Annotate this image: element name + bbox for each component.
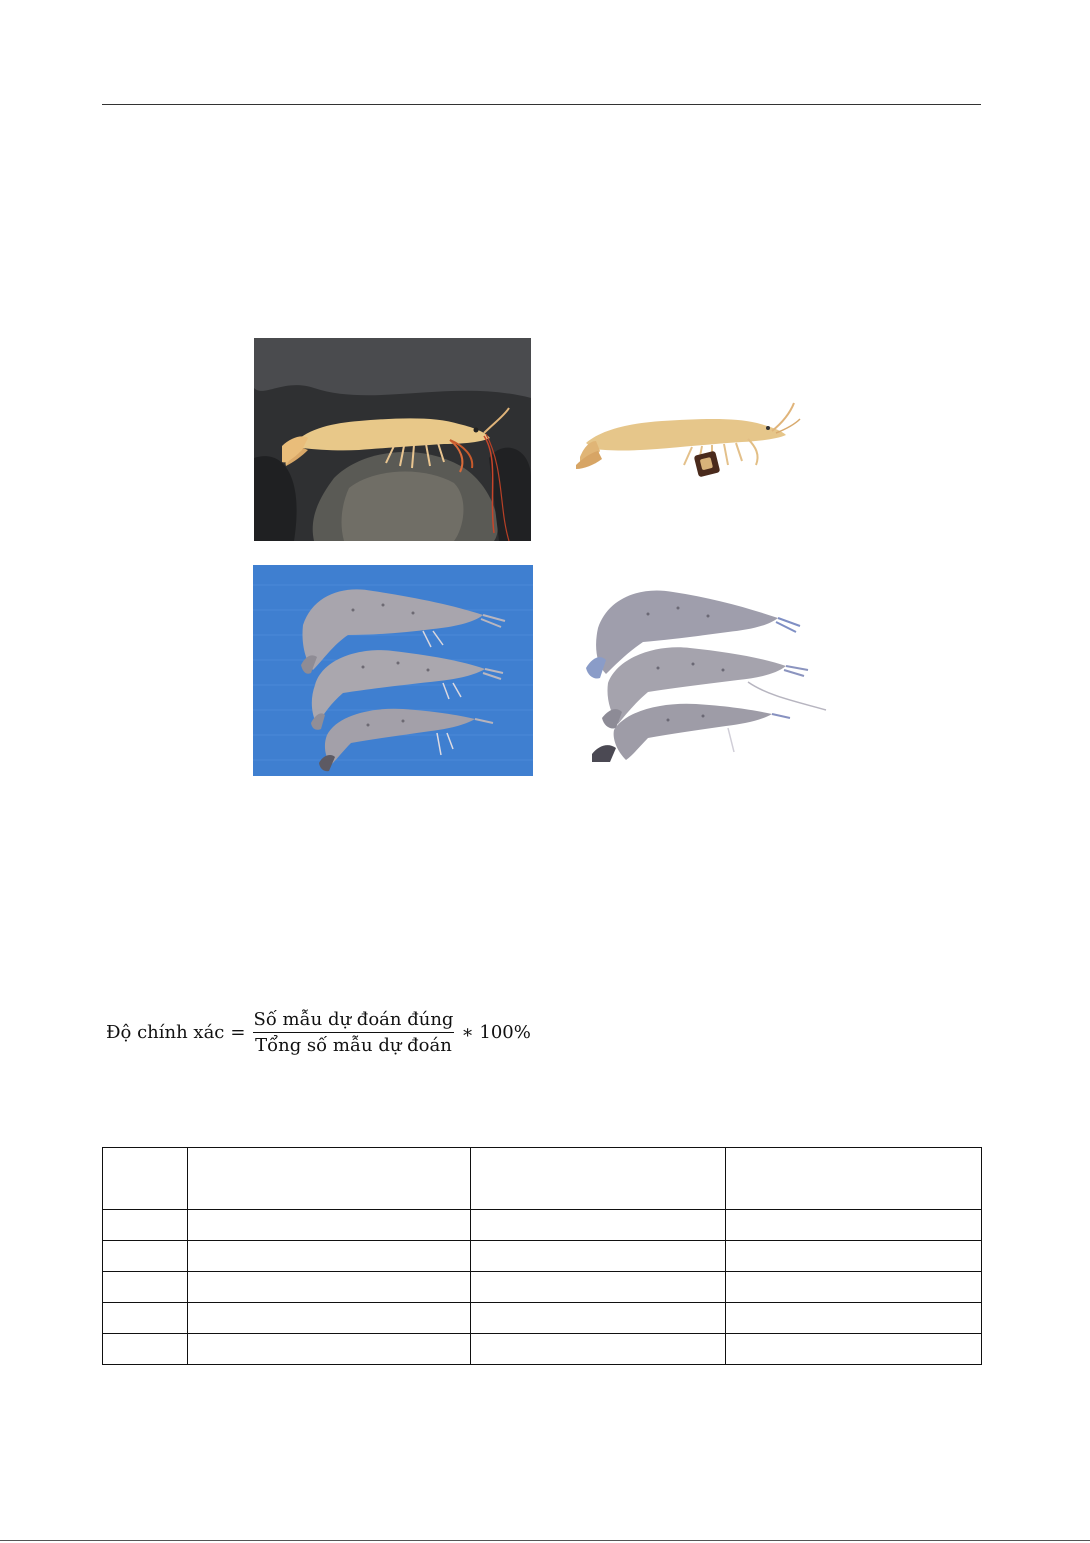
formula-equals: = bbox=[230, 1021, 246, 1043]
table-row bbox=[103, 1210, 982, 1241]
yellow-shrimp-original-photo bbox=[254, 338, 531, 541]
table-cell bbox=[188, 1334, 471, 1365]
formula-numerator: Số mẫu dự đoán đúng bbox=[253, 1008, 454, 1030]
table-cell bbox=[103, 1210, 188, 1241]
table-header-cell bbox=[188, 1148, 471, 1210]
table-cell bbox=[726, 1241, 982, 1272]
table-row bbox=[103, 1303, 982, 1334]
table-cell bbox=[103, 1303, 188, 1334]
table-cell bbox=[471, 1210, 726, 1241]
table-cell bbox=[471, 1303, 726, 1334]
footer-rule bbox=[0, 1540, 1090, 1541]
table-header-cell bbox=[726, 1148, 982, 1210]
table-cell bbox=[471, 1241, 726, 1272]
table-header-cell bbox=[471, 1148, 726, 1210]
table-cell bbox=[103, 1334, 188, 1365]
table-header-cell bbox=[103, 1148, 188, 1210]
table-row bbox=[103, 1272, 982, 1303]
table-header-row bbox=[103, 1148, 982, 1210]
table-cell bbox=[726, 1210, 982, 1241]
table-cell bbox=[188, 1303, 471, 1334]
formula-multiplier: ∗ 100% bbox=[461, 1021, 531, 1043]
results-table bbox=[102, 1147, 982, 1365]
table-cell bbox=[103, 1241, 188, 1272]
table-row bbox=[103, 1241, 982, 1272]
table-cell bbox=[188, 1272, 471, 1303]
header-rule bbox=[102, 104, 981, 105]
table-cell bbox=[726, 1303, 982, 1334]
accuracy-formula bbox=[106, 1002, 531, 1062]
formula-lhs: Độ chính xác bbox=[106, 1021, 225, 1043]
yellow-shrimp-segmented-image bbox=[572, 395, 804, 488]
table-row bbox=[103, 1334, 982, 1365]
formula-denominator: Tổng số mẫu dự đoán bbox=[253, 1032, 454, 1056]
blue-shrimp-original-photo bbox=[253, 565, 533, 776]
table-cell bbox=[726, 1272, 982, 1303]
table-cell bbox=[103, 1272, 188, 1303]
table-cell bbox=[471, 1334, 726, 1365]
formula-fraction bbox=[251, 1009, 455, 1056]
table-cell bbox=[726, 1334, 982, 1365]
table-cell bbox=[188, 1241, 471, 1272]
blue-shrimp-segmented-image bbox=[578, 578, 828, 763]
table-cell bbox=[471, 1272, 726, 1303]
table-cell bbox=[188, 1210, 471, 1241]
